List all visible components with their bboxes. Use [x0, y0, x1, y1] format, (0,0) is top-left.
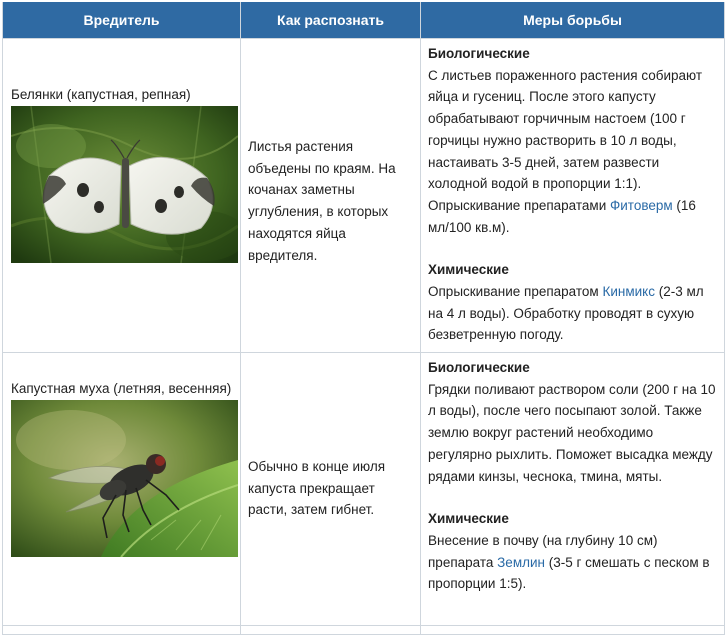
biological-heading: Биологические	[428, 360, 530, 375]
measures-cell	[421, 39, 725, 353]
zemlin-link[interactable]: Землин	[497, 554, 545, 570]
header-control-measures: Меры борьбы	[421, 2, 725, 39]
cabbage-fly-photo	[11, 400, 238, 557]
pest-cell	[3, 39, 241, 353]
chemical-text-part: (2-3 мл на 4 л воды). Обработку проводят в сухую безветренную погоду.	[428, 284, 704, 343]
biological-text: Грядки поливают раствором соли (200 г на 10 л воды), после чего посыпают золой. Также землю вокруг растений необходимо регулярно рыхлить. Поможет высадка между рядами кинзы, чеснока, тмина, мяты.	[428, 381, 716, 484]
chemical-text-part: Внесение в почву (на глубину 10 см) препарата	[428, 532, 658, 570]
chemical-text	[428, 281, 718, 346]
table-header-row	[3, 2, 725, 39]
recognize-cell-partial	[241, 626, 421, 635]
recognize-cell	[241, 39, 421, 353]
chemical-heading: Химические	[428, 262, 509, 278]
biological-text-part: С листьев пораженного растения собирают яйца и гусениц. После этого капусту обрабатывают горчичным настоем (100 г горчицы нужно растворить в 10 л воды, настаивать 3-5 дней, затем развести холодной водой в пропорции 1:1). Опрыскивание препаратами	[428, 67, 703, 213]
biological-text	[428, 65, 718, 239]
fitoverm-link[interactable]: Фитоверм	[609, 197, 673, 213]
table-row	[3, 353, 725, 626]
biological-measures	[428, 357, 718, 487]
chemical-text	[428, 530, 718, 595]
recognize-text: Обычно в конце июля капуста прекращает расти, затем гибнет.	[248, 459, 386, 518]
pest-cell-partial	[3, 626, 241, 635]
cabbage-white-butterfly-photo	[11, 106, 238, 263]
table-row-partial	[3, 626, 725, 635]
header-how-to-recognize: Как распознать	[241, 2, 421, 39]
header-pest: Вредитель	[3, 2, 241, 39]
chemical-measures	[428, 508, 718, 595]
chemical-text-part: (3-5 г смешать с песком в пропорции 1:5).	[428, 554, 710, 592]
measures-cell	[421, 353, 725, 626]
chemical-heading: Химические	[428, 511, 509, 527]
chemical-text-part: Опрыскивание препаратом	[428, 284, 603, 300]
pest-cell	[3, 353, 241, 626]
biological-heading: Биологические	[428, 46, 530, 61]
measures-content	[421, 353, 724, 595]
recognize-text: Листья растения объедены по краям. На кочанах заметны углубления, в которых находятся яйца вредителя.	[248, 139, 396, 263]
fly-photo-svg	[11, 400, 238, 557]
pest-control-table	[2, 2, 725, 635]
table-row	[3, 39, 725, 353]
recognize-cell	[241, 353, 421, 626]
measures-content	[421, 39, 724, 346]
pest-name: Белянки (капустная, репная)	[11, 87, 191, 102]
biological-text-part: (16 мл/100 кв.м).	[428, 197, 696, 235]
measures-cell-partial	[421, 626, 725, 635]
butterfly-photo-svg	[11, 106, 238, 263]
kinmiks-link[interactable]: Кинмикс	[602, 284, 655, 300]
chemical-measures	[428, 259, 718, 346]
biological-measures	[428, 43, 718, 238]
pest-name: Капустная муха (летняя, весенняя)	[11, 381, 232, 396]
